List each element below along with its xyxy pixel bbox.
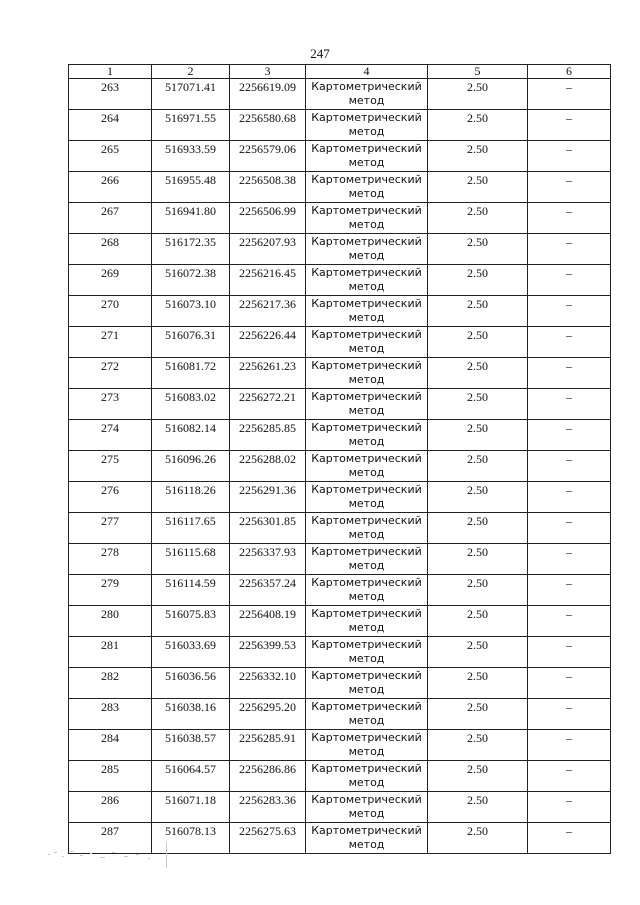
method-line-2: метод — [348, 776, 385, 789]
method-cell — [306, 544, 428, 575]
table-row — [69, 389, 611, 420]
accuracy-cell: 2.50 — [428, 792, 528, 823]
point-number-cell: 269 — [69, 265, 152, 296]
y-coordinate-cell: 2256291.36 — [230, 482, 306, 513]
point-number-cell: 287 — [69, 823, 152, 854]
method-line-2: метод — [348, 311, 385, 324]
method-line-2: метод — [348, 125, 385, 138]
x-coordinate-cell: 516114.59 — [152, 575, 230, 606]
method-line-1: Картометрический — [311, 700, 422, 713]
method-cell — [306, 823, 428, 854]
y-coordinate-cell: 2256288.02 — [230, 451, 306, 482]
method-line-2: метод — [348, 249, 385, 262]
table-row — [69, 637, 611, 668]
method-cell — [306, 637, 428, 668]
y-coordinate-cell: 2256283.36 — [230, 792, 306, 823]
accuracy-cell: 2.50 — [428, 265, 528, 296]
method-line-1: Картометрический — [311, 638, 422, 651]
y-coordinate-cell: 2256226.44 — [230, 327, 306, 358]
method-line-1: Картометрический — [311, 111, 422, 124]
method-line-2: метод — [348, 838, 385, 851]
note-cell: – — [528, 420, 611, 451]
note-cell: – — [528, 172, 611, 203]
method-line-1: Картометрический — [311, 328, 422, 341]
method-cell — [306, 389, 428, 420]
method-line-1: Картометрический — [311, 390, 422, 403]
point-number-cell: 266 — [69, 172, 152, 203]
method-line-1: Картометрический — [311, 793, 422, 806]
method-line-1: Картометрический — [311, 421, 422, 434]
note-cell: – — [528, 606, 611, 637]
method-cell — [306, 203, 428, 234]
method-line-2: метод — [348, 683, 385, 696]
y-coordinate-cell: 2256295.20 — [230, 699, 306, 730]
x-coordinate-cell: 516941.80 — [152, 203, 230, 234]
note-cell: – — [528, 358, 611, 389]
accuracy-cell: 2.50 — [428, 172, 528, 203]
method-cell — [306, 575, 428, 606]
point-number-cell: 270 — [69, 296, 152, 327]
method-cell — [306, 79, 428, 110]
table-row — [69, 513, 611, 544]
method-cell — [306, 358, 428, 389]
table-row — [69, 606, 611, 637]
method-cell — [306, 327, 428, 358]
note-cell: – — [528, 575, 611, 606]
point-number-cell: 286 — [69, 792, 152, 823]
method-line-2: метод — [348, 156, 385, 169]
note-cell: – — [528, 141, 611, 172]
x-coordinate-cell: 516033.69 — [152, 637, 230, 668]
method-line-1: Картометрический — [311, 452, 422, 465]
note-cell: – — [528, 730, 611, 761]
accuracy-cell: 2.50 — [428, 110, 528, 141]
x-coordinate-cell: 516955.48 — [152, 172, 230, 203]
x-coordinate-cell: 516082.14 — [152, 420, 230, 451]
method-line-2: метод — [348, 807, 385, 820]
table-row — [69, 699, 611, 730]
table-row — [69, 730, 611, 761]
method-cell — [306, 513, 428, 544]
accuracy-cell: 2.50 — [428, 637, 528, 668]
column-header-4: 4 — [306, 65, 428, 79]
table-body — [69, 65, 611, 854]
note-cell: – — [528, 544, 611, 575]
point-number-cell: 285 — [69, 761, 152, 792]
note-cell: – — [528, 792, 611, 823]
point-number-cell: 281 — [69, 637, 152, 668]
x-coordinate-cell: 516971.55 — [152, 110, 230, 141]
note-cell: – — [528, 234, 611, 265]
y-coordinate-cell: 2256332.10 — [230, 668, 306, 699]
method-cell — [306, 110, 428, 141]
method-line-1: Картометрический — [311, 607, 422, 620]
column-header-3: 3 — [230, 65, 306, 79]
x-coordinate-cell: 516081.72 — [152, 358, 230, 389]
note-cell: – — [528, 327, 611, 358]
method-line-2: метод — [348, 280, 385, 293]
x-coordinate-cell: 516172.35 — [152, 234, 230, 265]
y-coordinate-cell: 2256275.63 — [230, 823, 306, 854]
method-line-2: метод — [348, 621, 385, 634]
table-row — [69, 172, 611, 203]
note-cell: – — [528, 668, 611, 699]
table-row — [69, 575, 611, 606]
accuracy-cell: 2.50 — [428, 668, 528, 699]
method-cell — [306, 420, 428, 451]
method-line-2: метод — [348, 528, 385, 541]
method-line-1: Картометрический — [311, 173, 422, 186]
x-coordinate-cell: 517071.41 — [152, 79, 230, 110]
method-line-1: Картометрический — [311, 235, 422, 248]
y-coordinate-cell: 2256301.85 — [230, 513, 306, 544]
method-cell — [306, 730, 428, 761]
point-number-cell: 263 — [69, 79, 152, 110]
point-number-cell: 267 — [69, 203, 152, 234]
accuracy-cell: 2.50 — [428, 451, 528, 482]
table-row — [69, 110, 611, 141]
y-coordinate-cell: 2256579.06 — [230, 141, 306, 172]
point-number-cell: 284 — [69, 730, 152, 761]
note-cell: – — [528, 79, 611, 110]
method-line-1: Картометрический — [311, 266, 422, 279]
point-number-cell: 271 — [69, 327, 152, 358]
method-line-1: Картометрический — [311, 80, 422, 93]
method-line-1: Картометрический — [311, 204, 422, 217]
y-coordinate-cell: 2256508.38 — [230, 172, 306, 203]
point-number-cell: 283 — [69, 699, 152, 730]
method-line-2: метод — [348, 466, 385, 479]
note-cell: – — [528, 513, 611, 544]
note-cell: – — [528, 389, 611, 420]
point-number-cell: 273 — [69, 389, 152, 420]
point-number-cell: 277 — [69, 513, 152, 544]
accuracy-cell: 2.50 — [428, 482, 528, 513]
table-row — [69, 265, 611, 296]
x-coordinate-cell: 516038.57 — [152, 730, 230, 761]
note-cell: – — [528, 265, 611, 296]
y-coordinate-cell: 2256216.45 — [230, 265, 306, 296]
point-number-cell: 282 — [69, 668, 152, 699]
y-coordinate-cell: 2256261.23 — [230, 358, 306, 389]
note-cell: – — [528, 203, 611, 234]
x-coordinate-cell: 516075.83 — [152, 606, 230, 637]
method-line-1: Картометрический — [311, 669, 422, 682]
method-cell — [306, 172, 428, 203]
x-coordinate-cell: 516071.18 — [152, 792, 230, 823]
accuracy-cell: 2.50 — [428, 420, 528, 451]
table-row — [69, 668, 611, 699]
y-coordinate-cell: 2256506.99 — [230, 203, 306, 234]
y-coordinate-cell: 2256619.09 — [230, 79, 306, 110]
point-number-cell: 280 — [69, 606, 152, 637]
method-line-1: Картометрический — [311, 359, 422, 372]
x-coordinate-cell: 516036.56 — [152, 668, 230, 699]
x-coordinate-cell: 516118.26 — [152, 482, 230, 513]
accuracy-cell: 2.50 — [428, 389, 528, 420]
accuracy-cell: 2.50 — [428, 823, 528, 854]
accuracy-cell: 2.50 — [428, 203, 528, 234]
point-number-cell: 279 — [69, 575, 152, 606]
table-row — [69, 79, 611, 110]
method-line-1: Картометрический — [311, 824, 422, 837]
scan-smudge-mark — [40, 838, 170, 870]
method-cell — [306, 668, 428, 699]
method-line-2: метод — [348, 94, 385, 107]
table-row — [69, 451, 611, 482]
y-coordinate-cell: 2256580.68 — [230, 110, 306, 141]
method-line-2: метод — [348, 404, 385, 417]
method-cell — [306, 606, 428, 637]
method-cell — [306, 234, 428, 265]
y-coordinate-cell: 2256357.24 — [230, 575, 306, 606]
method-line-2: метод — [348, 714, 385, 727]
table-row — [69, 141, 611, 172]
note-cell: – — [528, 761, 611, 792]
method-line-2: метод — [348, 559, 385, 572]
x-coordinate-cell: 516076.31 — [152, 327, 230, 358]
table-row — [69, 296, 611, 327]
method-line-2: метод — [348, 373, 385, 386]
x-coordinate-cell: 516073.10 — [152, 296, 230, 327]
method-line-2: метод — [348, 187, 385, 200]
x-coordinate-cell: 516072.38 — [152, 265, 230, 296]
coordinates-table — [68, 64, 611, 854]
method-line-2: метод — [348, 497, 385, 510]
table-row — [69, 234, 611, 265]
accuracy-cell: 2.50 — [428, 575, 528, 606]
note-cell: – — [528, 637, 611, 668]
method-cell — [306, 792, 428, 823]
accuracy-cell: 2.50 — [428, 327, 528, 358]
accuracy-cell: 2.50 — [428, 606, 528, 637]
page-number: 247 — [310, 46, 330, 61]
y-coordinate-cell: 2256285.91 — [230, 730, 306, 761]
table-row — [69, 482, 611, 513]
method-line-1: Картометрический — [311, 142, 422, 155]
method-line-2: метод — [348, 745, 385, 758]
point-number-cell: 275 — [69, 451, 152, 482]
accuracy-cell: 2.50 — [428, 358, 528, 389]
point-number-cell: 274 — [69, 420, 152, 451]
accuracy-cell: 2.50 — [428, 141, 528, 172]
y-coordinate-cell: 2256217.36 — [230, 296, 306, 327]
method-line-1: Картометрический — [311, 545, 422, 558]
accuracy-cell: 2.50 — [428, 761, 528, 792]
y-coordinate-cell: 2256408.19 — [230, 606, 306, 637]
note-cell: – — [528, 699, 611, 730]
note-cell: – — [528, 451, 611, 482]
x-coordinate-cell: 516117.65 — [152, 513, 230, 544]
table-row — [69, 327, 611, 358]
accuracy-cell: 2.50 — [428, 544, 528, 575]
column-header-6: 6 — [528, 65, 611, 79]
accuracy-cell: 2.50 — [428, 296, 528, 327]
x-coordinate-cell: 516933.59 — [152, 141, 230, 172]
accuracy-cell: 2.50 — [428, 699, 528, 730]
note-cell: – — [528, 296, 611, 327]
table-row — [69, 792, 611, 823]
method-line-2: метод — [348, 342, 385, 355]
column-header-2: 2 — [152, 65, 230, 79]
method-cell — [306, 265, 428, 296]
x-coordinate-cell: 516038.16 — [152, 699, 230, 730]
x-coordinate-cell: 516078.13 — [152, 823, 230, 854]
accuracy-cell: 2.50 — [428, 730, 528, 761]
method-cell — [306, 761, 428, 792]
x-coordinate-cell: 516096.26 — [152, 451, 230, 482]
accuracy-cell: 2.50 — [428, 234, 528, 265]
table-row — [69, 761, 611, 792]
method-cell — [306, 451, 428, 482]
note-cell: – — [528, 823, 611, 854]
method-line-2: метод — [348, 652, 385, 665]
table-header-row — [69, 65, 611, 79]
method-cell — [306, 296, 428, 327]
y-coordinate-cell: 2256285.85 — [230, 420, 306, 451]
column-header-1: 1 — [69, 65, 152, 79]
y-coordinate-cell: 2256286.86 — [230, 761, 306, 792]
method-line-1: Картометрический — [311, 576, 422, 589]
point-number-cell: 272 — [69, 358, 152, 389]
method-line-1: Картометрический — [311, 514, 422, 527]
method-cell — [306, 141, 428, 172]
method-line-1: Картометрический — [311, 483, 422, 496]
method-line-2: метод — [348, 218, 385, 231]
point-number-cell: 276 — [69, 482, 152, 513]
method-line-1: Картометрический — [311, 731, 422, 744]
accuracy-cell: 2.50 — [428, 79, 528, 110]
point-number-cell: 278 — [69, 544, 152, 575]
note-cell: – — [528, 482, 611, 513]
table-row — [69, 203, 611, 234]
y-coordinate-cell: 2256207.93 — [230, 234, 306, 265]
x-coordinate-cell: 516064.57 — [152, 761, 230, 792]
point-number-cell: 264 — [69, 110, 152, 141]
method-line-2: метод — [348, 435, 385, 448]
table-row — [69, 358, 611, 389]
point-number-cell: 265 — [69, 141, 152, 172]
column-header-5: 5 — [428, 65, 528, 79]
x-coordinate-cell: 516083.02 — [152, 389, 230, 420]
table-row — [69, 544, 611, 575]
point-number-cell: 268 — [69, 234, 152, 265]
x-coordinate-cell: 516115.68 — [152, 544, 230, 575]
method-line-2: метод — [348, 590, 385, 603]
accuracy-cell: 2.50 — [428, 513, 528, 544]
y-coordinate-cell: 2256272.21 — [230, 389, 306, 420]
method-line-1: Картометрический — [311, 762, 422, 775]
method-line-1: Картометрический — [311, 297, 422, 310]
method-cell — [306, 699, 428, 730]
y-coordinate-cell: 2256399.53 — [230, 637, 306, 668]
method-cell — [306, 482, 428, 513]
y-coordinate-cell: 2256337.93 — [230, 544, 306, 575]
note-cell: – — [528, 110, 611, 141]
table-row — [69, 420, 611, 451]
